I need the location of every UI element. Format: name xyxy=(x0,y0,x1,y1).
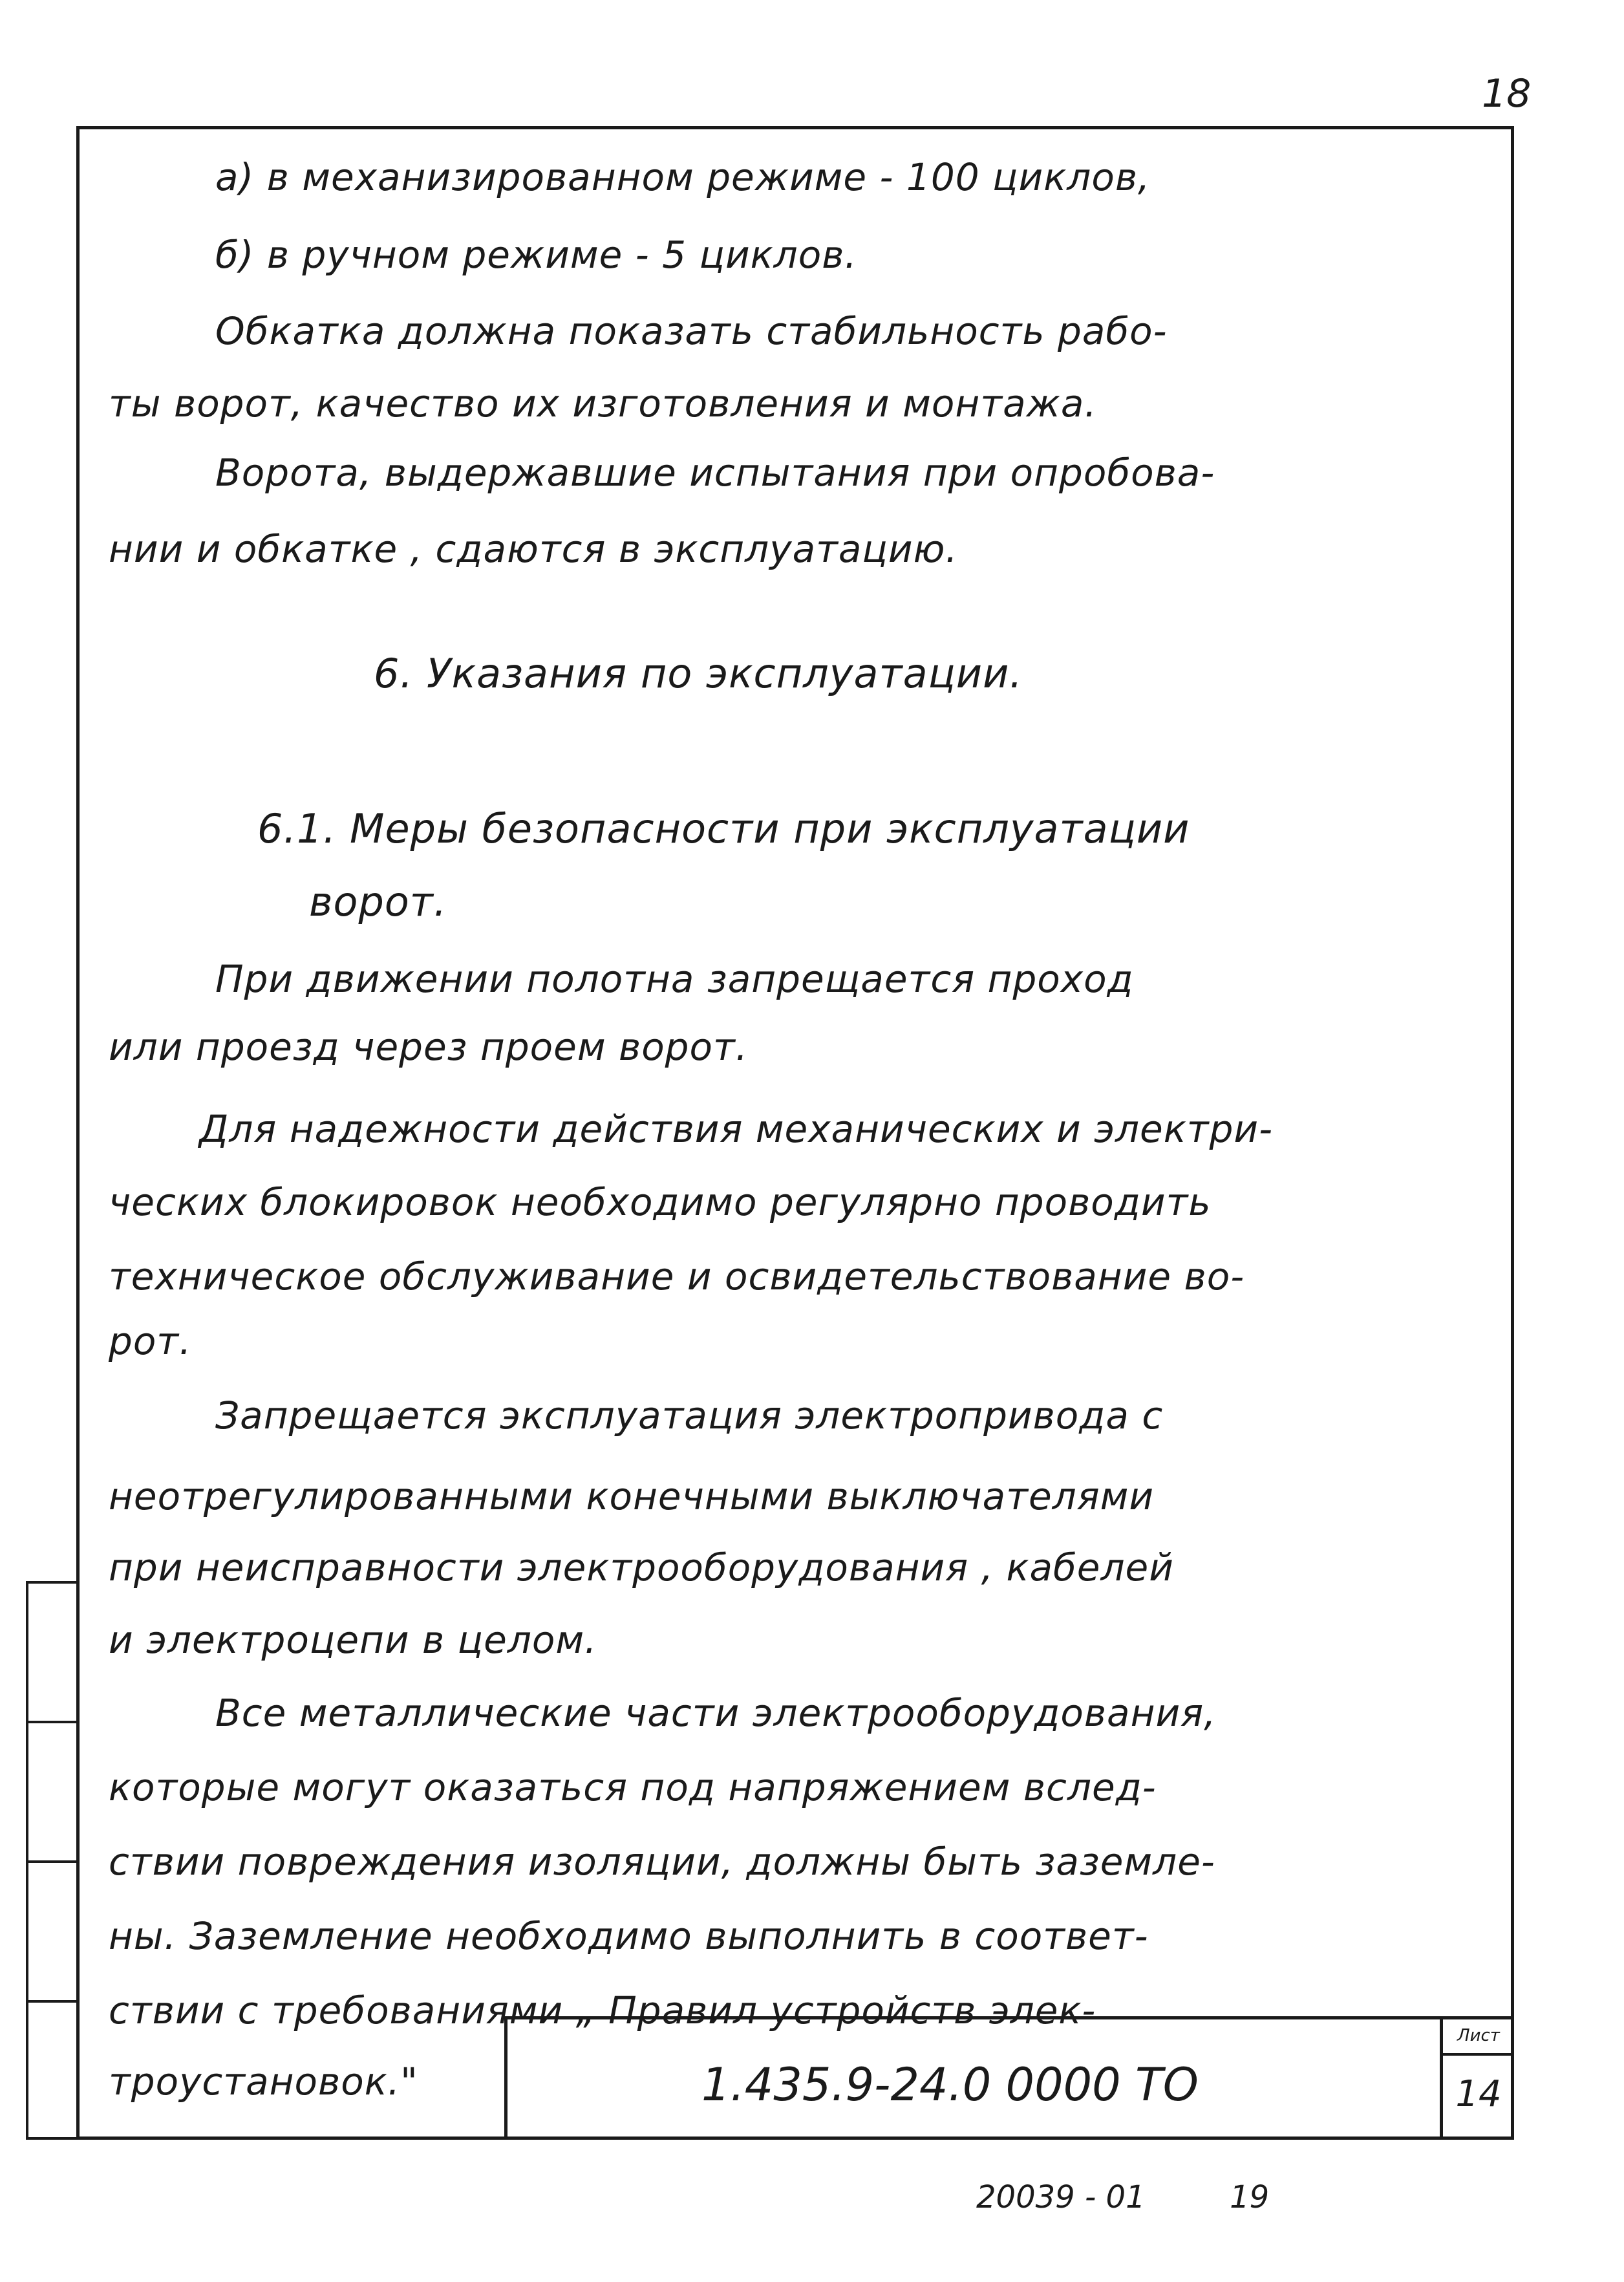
sheet-label: Лист xyxy=(1443,2019,1514,2056)
body-line: Для надежности действия механических и электри- xyxy=(199,1107,1274,1151)
body-line: ческих блокировок необходимо регулярно проводить xyxy=(109,1180,1212,1224)
body-line: ны. Заземление необходимо выполнить в соответ- xyxy=(109,1914,1149,1958)
body-line: нии и обкатке , сдаются в эксплуатацию. xyxy=(109,527,958,571)
document-code: 1.435.9-24.0 0000 ТО xyxy=(701,2058,1199,2111)
body-line: а) в механизированном режиме - 100 циклов, xyxy=(215,155,1151,199)
body-line: Запрещается эксплуатация электропривода с xyxy=(215,1394,1164,1437)
body-line: рот. xyxy=(109,1319,192,1363)
side-stamp-cell xyxy=(28,1863,76,2003)
side-stamp-cell xyxy=(28,1584,76,1723)
body-line: которые могут оказаться под напряжением вслед- xyxy=(109,1765,1157,1809)
body-line: и электроцепи в целом. xyxy=(109,1618,597,1662)
body-line: Ворота, выдержавшие испытания при опробова- xyxy=(215,451,1215,495)
sheet-number: 14 xyxy=(1455,2073,1502,2115)
footer-page: 19 xyxy=(1230,2179,1270,2215)
body-line: или проезд через проем ворот. xyxy=(109,1025,749,1069)
sheet-box xyxy=(1440,2019,1514,2140)
side-stamp-cell xyxy=(28,1723,76,1863)
body-line: ствии повреждения изоляции, должны быть заземле- xyxy=(109,1840,1215,1884)
subsection-heading-cont: ворот. xyxy=(309,878,447,925)
body-line: техническое обслуживание и освидетельствование во- xyxy=(109,1254,1245,1298)
body-line: неотрегулированными конечными выключателями xyxy=(109,1474,1155,1518)
subsection-heading: 6.1. Меры безопасности при эксплуатации xyxy=(257,805,1190,852)
body-line: при неисправности электрооборудования , кабелей xyxy=(109,1545,1174,1589)
side-stamp-cell xyxy=(28,2003,76,2142)
side-stamp-strip xyxy=(26,1581,76,2140)
body-line: Обкатка должна показать стабильность рабо- xyxy=(215,309,1168,353)
body-line: ствии с требованиями „ Правил устройств элек- xyxy=(109,1988,1096,2032)
footer-doc-code: 20039 - 01 xyxy=(976,2179,1146,2215)
section-heading: 6. Указания по эксплуатации. xyxy=(374,650,1023,697)
body-line: Все металлические части электрооборудования, xyxy=(215,1691,1217,1735)
footer-code xyxy=(976,2179,1269,2215)
body-line: б) в ручном режиме - 5 циклов. xyxy=(215,233,857,277)
title-block xyxy=(504,2016,1514,2140)
body-line: троустановок." xyxy=(109,2060,418,2104)
corner-page-number: 18 xyxy=(1482,71,1532,116)
body-line: ты ворот, качество их изготовления и монтажа. xyxy=(109,382,1097,425)
body-line: При движении полотна запрещается проход xyxy=(215,957,1134,1001)
